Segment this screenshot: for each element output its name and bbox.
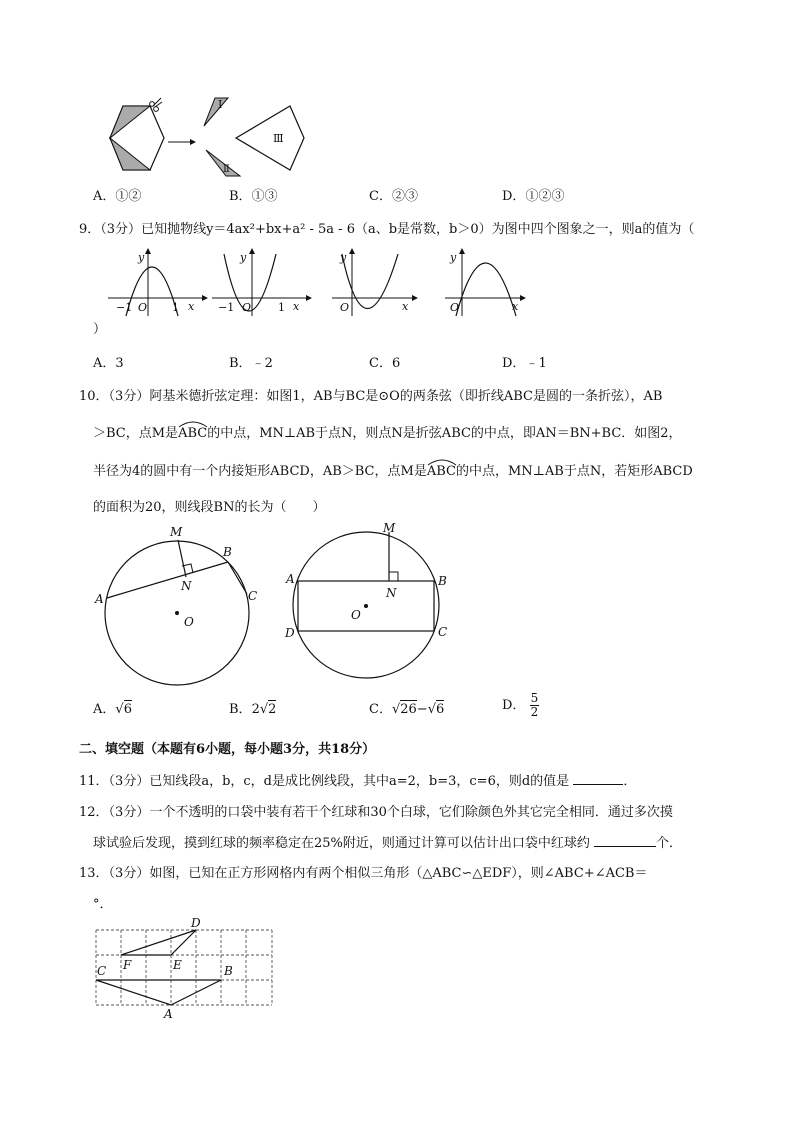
q10-f1-M: M — [170, 525, 183, 539]
q13-score: （3分） — [108, 866, 150, 881]
q11-number: 11． — [79, 774, 109, 789]
q10-f1-C: C — [248, 589, 258, 603]
q10-arc-abc-2 — [427, 464, 456, 479]
q10-line-3 — [93, 460, 693, 479]
q12-number: 12． — [79, 805, 109, 820]
q9-g3-y: y — [340, 251, 347, 264]
q10-option-d-num: 5 — [530, 691, 539, 705]
q9-g3-o: O — [340, 301, 350, 314]
q11-stem — [79, 770, 636, 789]
q13-grid-figure — [90, 912, 280, 1022]
q10-option-a-value: 6 — [123, 702, 132, 717]
q10-line-3a: 半径为4的圆中有一个内接矩形ABCD，AB＞BC，点M是 — [93, 464, 427, 479]
q10-line-1-text: 阿基米德折弦定理：如图1，AB与BC是⊙O的两条弦（即折线ABC是圆的一条折弦），AB — [149, 389, 663, 404]
q9-graph-2 — [212, 248, 312, 316]
q13-label-C: C — [97, 964, 107, 978]
q11-score: （3分） — [108, 774, 150, 789]
q11-stem-text: 已知线段a，b，c，d是成比例线段，其中a=2，b=3，c=6，则d的值是 — [149, 774, 570, 789]
q10-option-d-fraction — [530, 692, 540, 719]
q8-option-b-letter: B． — [229, 189, 252, 204]
q10-arc-abc-1 — [178, 426, 207, 441]
q10-number: 10． — [79, 389, 109, 404]
q13-triangle-abc — [96, 980, 221, 1005]
q13-line-1-text: 如图，已知在正方形网格内有两个相似三角形（△ABC∽△EDF），则∠ABC+∠ACB＝ — [149, 866, 648, 881]
q9-g3-x: x — [402, 300, 409, 313]
q9-option-c-text: 6 — [391, 356, 401, 371]
q12-score: （3分） — [108, 805, 150, 820]
q10-f2-M: M — [383, 521, 396, 535]
q10-f2-O: O — [351, 608, 361, 622]
q9-option-a-text: 3 — [115, 356, 124, 371]
q12-line-1-text: 一个不透明的口袋中装有若干个红球和30个白球，它们除颜色外其它完全相同．通过多次摸 — [149, 805, 673, 820]
q13-line-2: °． — [93, 897, 113, 912]
q10-line-3b: 的中点，MN⊥AB于点N，若矩形ABCD — [455, 464, 693, 479]
q8-option-c — [369, 185, 418, 204]
q9-number: 9． — [79, 222, 101, 237]
q10-f2-A: A — [286, 572, 295, 586]
q12-line-2 — [93, 832, 682, 851]
q10-f1-O: O — [184, 615, 194, 629]
q10-line-4: 的面积为20，则线段BN的长为（ ） — [93, 500, 326, 515]
q10-f1-B: B — [223, 545, 232, 559]
q10-f2-B: B — [438, 574, 447, 588]
q9-g2-1: 1 — [278, 301, 285, 314]
q9-close-paren: ） — [93, 322, 107, 337]
q9-stem-text: 已知抛物线y＝4ax²+bx+a² - 5a - 6（a、b是常数，b＞0）为图中四个图象之一，则a的值为（ — [141, 222, 695, 237]
section-2-heading: 二、填空题（本题有6小题，每小题3分，共18分） — [79, 742, 376, 757]
q13-label-E: E — [173, 958, 182, 972]
q8-option-a-letter: A． — [93, 189, 116, 204]
q8-option-d-letter: D． — [502, 189, 526, 204]
q10-option-d-den: 2 — [530, 705, 539, 719]
q10-option-a-letter: A． — [93, 702, 116, 717]
q10-option-c-minus: − — [416, 702, 428, 717]
q12-answer-blank[interactable] — [594, 834, 656, 847]
q10-arc-text-1: ABC — [178, 426, 208, 441]
q8-figure — [90, 92, 320, 184]
q9-g4-o: O — [450, 301, 460, 314]
q8-label-1: Ⅰ — [218, 98, 223, 111]
q9-g4-x: x — [512, 300, 519, 313]
q10-figure-2 — [282, 520, 462, 690]
q10-line-2a: ＞BC，点M是 — [93, 426, 179, 441]
q9-option-d-letter: D． — [502, 356, 526, 371]
q12-line-2-text: 球试验后发现，摸到红球的频率稳定在25%附近，则通过计算可以估计出口袋中红球约 — [93, 836, 590, 851]
q9-option-d-text: ﹣1 — [525, 356, 547, 371]
q9-g1-o: O — [138, 301, 148, 314]
q9-option-d — [502, 352, 547, 371]
q9-option-c — [369, 352, 400, 371]
q9-option-b — [229, 352, 273, 371]
q10-option-a: A．√6 — [93, 702, 132, 717]
q10-option-d — [502, 692, 539, 719]
q12-line-1 — [79, 801, 673, 820]
q9-graph-4 — [445, 248, 526, 316]
q13-triangle-edf — [121, 930, 196, 955]
q9-graphs — [100, 248, 540, 318]
q9-graph-3 — [332, 248, 418, 316]
q10-option-c-value-1: 26 — [400, 702, 417, 717]
q9-g4-y: y — [450, 251, 457, 264]
q8-option-d-text: ①②③ — [525, 189, 565, 204]
q10-f1-A: A — [95, 592, 104, 606]
q8-option-c-letter: C． — [369, 189, 392, 204]
q10-option-b: B．2√2 — [229, 702, 277, 717]
q8-piece-3 — [236, 106, 304, 170]
q9-g1-neg1: −1 — [116, 301, 133, 314]
q13-label-D: D — [191, 916, 201, 930]
q13-line-1 — [79, 862, 647, 881]
q13-label-B: B — [224, 964, 233, 978]
q8-arrowhead — [190, 139, 196, 145]
q10-option-c-value-2: 6 — [436, 702, 445, 717]
q10-option-c-letter: C． — [369, 702, 392, 717]
q8-option-b-text: ①③ — [251, 189, 278, 204]
q9-option-c-letter: C． — [369, 356, 392, 371]
q10-option-b-coef: 2 — [251, 702, 260, 717]
q12-end: 个． — [656, 836, 683, 851]
q9-option-a-letter: A． — [93, 356, 116, 371]
q9-option-b-text: ﹣2 — [251, 356, 273, 371]
q10-option-b-letter: B． — [229, 702, 252, 717]
q8-label-3: Ⅲ — [273, 132, 284, 145]
q9-g1-y: y — [138, 251, 145, 264]
q11-end: ． — [623, 774, 637, 789]
q10-f2-D: D — [285, 626, 295, 640]
q9-stem — [79, 218, 694, 237]
q9-g1-1: 1 — [172, 301, 179, 314]
q8-option-d — [502, 185, 564, 204]
q9-option-b-letter: B． — [229, 356, 252, 371]
q8-option-b — [229, 185, 278, 204]
q9-g2-x: x — [293, 300, 300, 313]
q10-arc-text-2: ABC — [426, 464, 456, 479]
q10-option-c: C．√26−√6 — [369, 702, 445, 717]
q9-g2-neg1: −1 — [218, 301, 235, 314]
q9-g1-x: x — [188, 300, 195, 313]
q8-option-a-text: ①② — [115, 189, 142, 204]
q8-label-2: Ⅱ — [223, 164, 230, 175]
q9-g2-y: y — [240, 251, 247, 264]
q10-figure-1 — [90, 520, 270, 690]
q10-line-1 — [79, 385, 662, 404]
q10-line-2 — [93, 422, 682, 441]
q9-option-a — [93, 352, 124, 371]
q11-answer-blank[interactable] — [573, 772, 623, 785]
q13-number: 13． — [79, 866, 109, 881]
q10-option-d-letter: D． — [502, 698, 526, 713]
q10-f2-C: C — [438, 625, 448, 639]
q10-option-b-value: 2 — [268, 702, 277, 717]
q10-score: （3分） — [108, 389, 150, 404]
q9-graph-1 — [108, 248, 208, 316]
q8-option-a — [93, 185, 141, 204]
q9-score: （3分） — [100, 222, 142, 237]
q8-piece-1 — [204, 98, 228, 126]
q10-f2-N: N — [386, 586, 397, 600]
q10-line-2b: 的中点，MN⊥AB于点N，则点N是折弦ABC的中点，即AN＝BN+BC．如图2， — [207, 426, 682, 441]
q13-label-A: A — [164, 1007, 173, 1021]
q10-f1-N: N — [181, 579, 192, 593]
q8-option-c-text: ②③ — [391, 189, 418, 204]
q9-g2-o: O — [242, 301, 252, 314]
q13-label-F: F — [123, 958, 132, 972]
